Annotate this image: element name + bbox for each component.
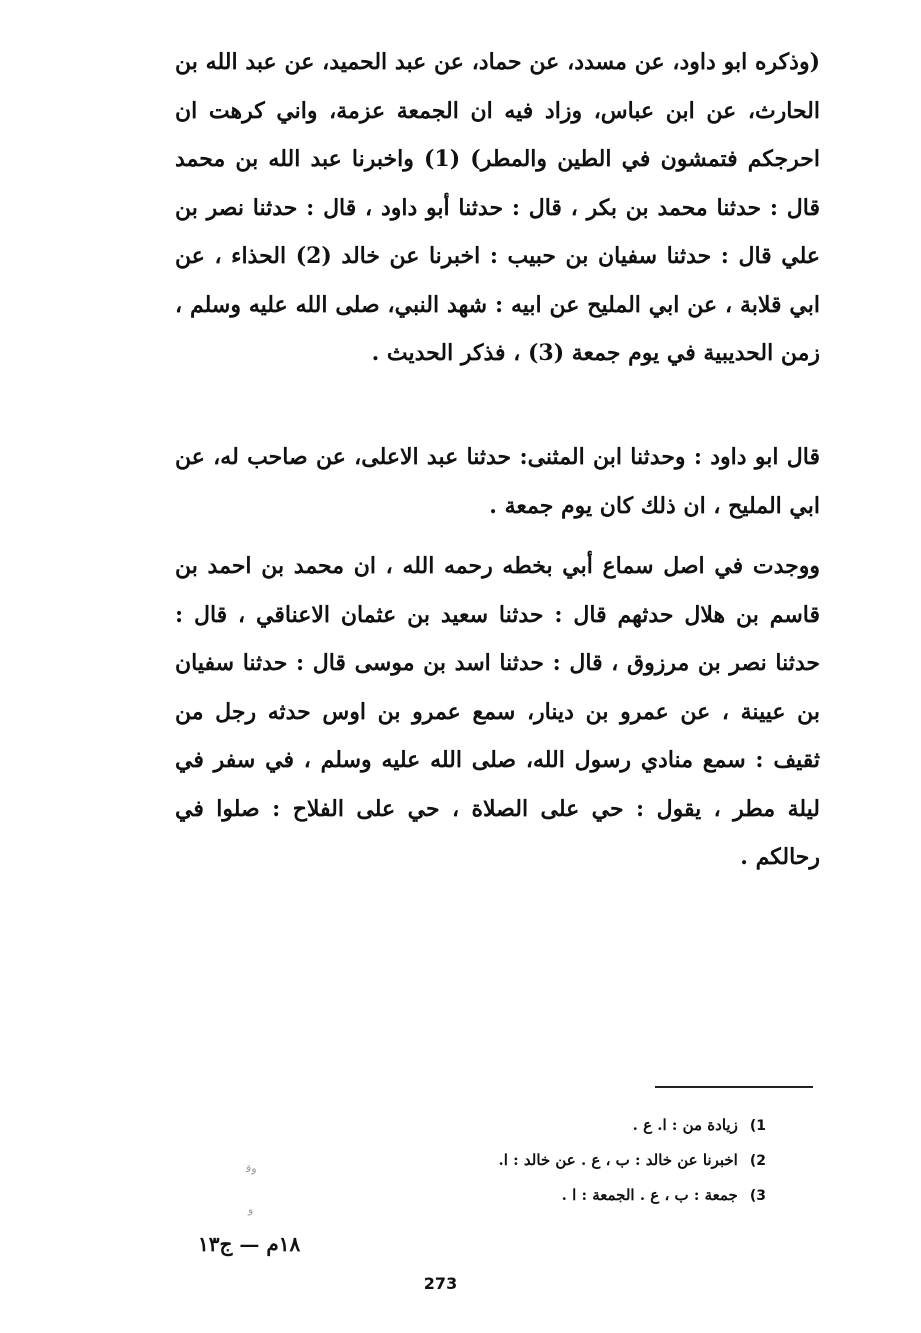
footnote-3 [306, 1178, 766, 1213]
footnote-text: اخبرنا عن خالد : ب ، ع . عن خالد : ا. [498, 1151, 738, 1169]
footnote-number: 3) [749, 1188, 766, 1204]
footnotes [306, 1108, 766, 1213]
body-paragraph-1: (وذكره ابو داود، عن مسدد، عن حماد، عن عبد الحميد، عن عبد الله بن الحارث، عن ابن عباس، وزاد فيه ان الجمعة عزمة، واني كرهت ان احرجكم فتمشون في الطين والمطر) (1) واخبرنا عبد الله بن محمد قال : حدثنا محمد بن بكر ، قال : حدثنا أبو داود ، قال : حدثنا نصر بن علي قال : حدثنا سفيان بن حبيب : اخبرنا عن خالد (2) الحذاء ، عن ابي قلابة ، عن ابي المليح عن ابيه : شهد النبي، صلى الله عليه وسلم ، زمن الحديبية في يوم جمعة (3) ، فذكر الحديث . [175, 49, 820, 366]
margin-mark: ﻭ [248, 1203, 254, 1216]
margin-mark: ﻭﻗ [246, 1162, 257, 1175]
body-paragraph-2: قال ابو داود : وحدثنا ابن المثنى: حدثنا عبد الاعلى، عن صاحب له، عن ابي المليح ، ان ذلك كان يوم جمعة . [175, 444, 820, 519]
footnote-2 [306, 1143, 766, 1178]
footnote-number: 1) [749, 1118, 766, 1134]
footnote-text: جمعة : ب ، ع . الجمعة : ا . [561, 1186, 738, 1204]
footnote-1 [306, 1108, 766, 1143]
footnote-divider [655, 1086, 813, 1088]
body-paragraph-3: ووجدت في اصل سماع أبي بخطه رحمه الله ، ان محمد بن احمد بن قاسم بن هلال حدثهم قال : حدثنا سعيد بن عثمان الاعناقي ، قال : حدثنا نصر بن مرزوق ، قال : حدثنا اسد بن موسى قال : حدثنا سفيان بن عيينة ، عن عمرو بن دينار، سمع عمرو بن اوس حدثه رجل من ثقيف : سمع منادي رسول الله، صلى الله عليه وسلم ، في سفر في ليلة مطر ، يقول : حي على الصلاة ، حي على الفلاح : صلوا في رحالكم . [175, 553, 820, 870]
footnote-number: 2) [749, 1153, 766, 1169]
page-number: 273 [423, 1274, 458, 1293]
footnote-text: زيادة من : ا. ع . [632, 1116, 738, 1134]
printer-signature: ١٨م — ج١٣ [198, 1232, 301, 1256]
